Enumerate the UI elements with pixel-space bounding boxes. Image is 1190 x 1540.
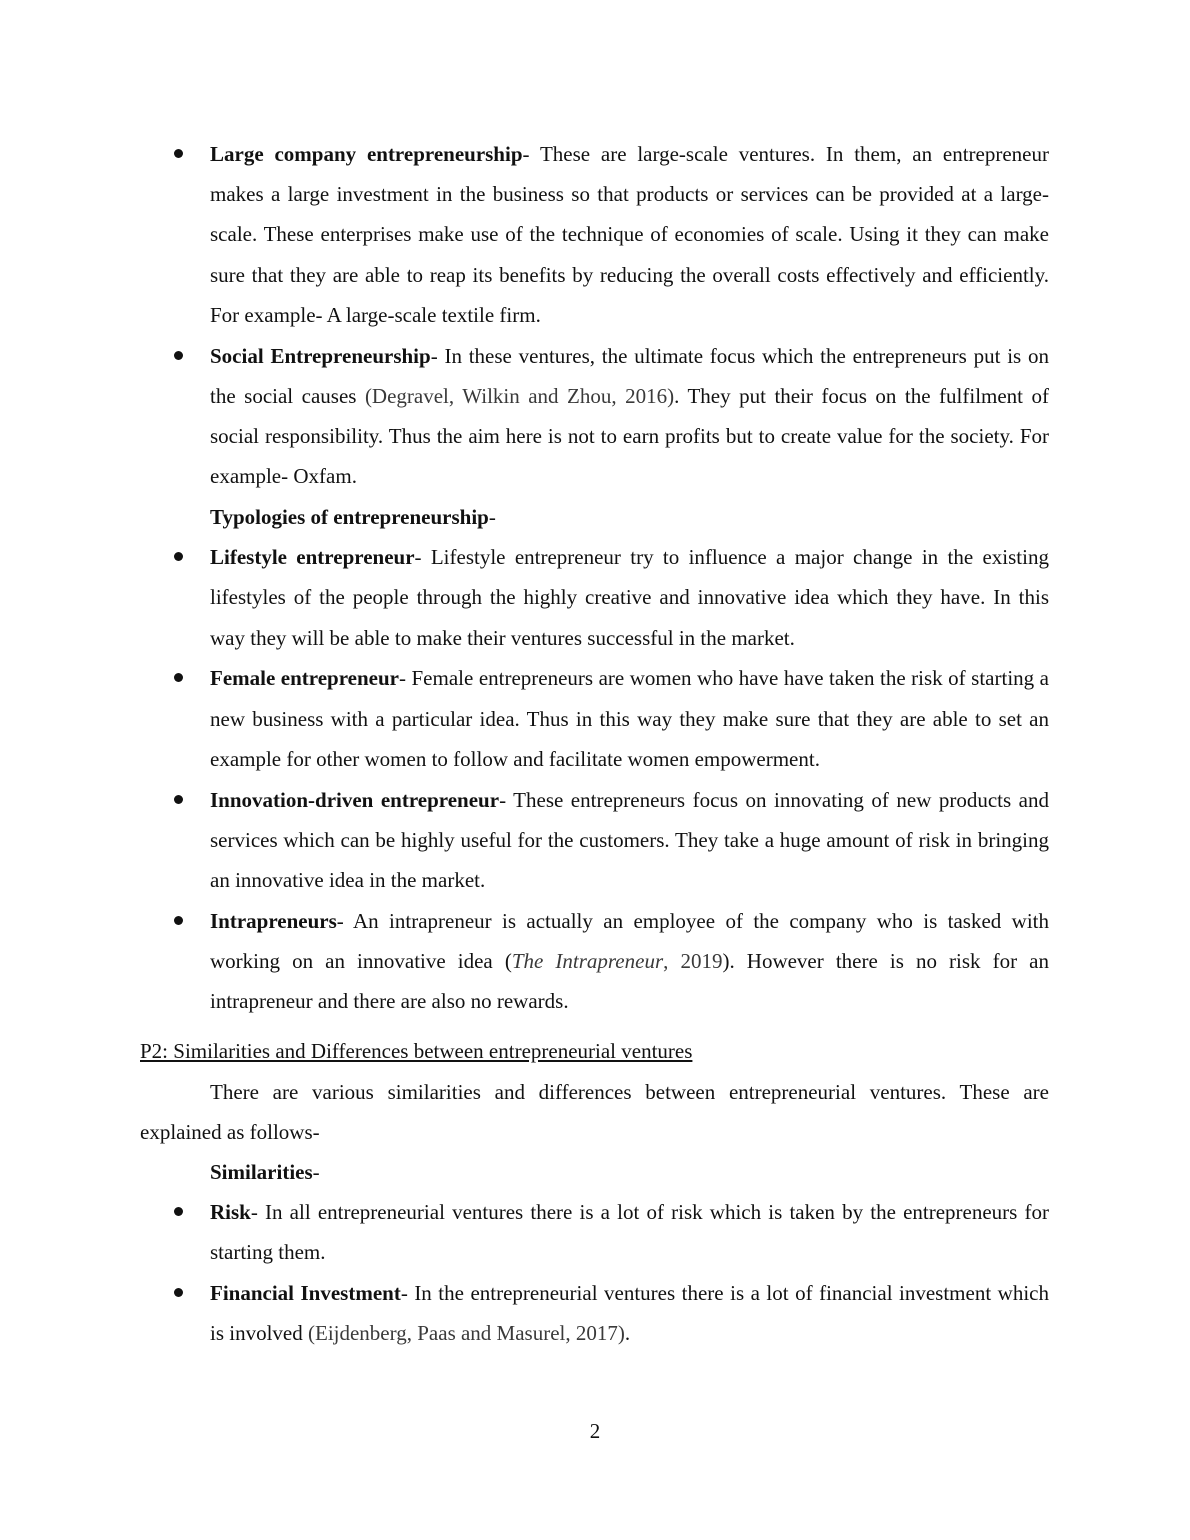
- similarities-heading-label: Similarities: [210, 1160, 313, 1185]
- description-innovation-driven: - These entrepreneurs focus on innovating of new products and services which can be highly useful for the customers. They take a huge amount of risk in bringing an innovative idea in the market.: [210, 787, 1049, 893]
- page-number: 2: [589, 1419, 601, 1443]
- term-financial-investment: Financial Investment: [210, 1281, 401, 1306]
- description-lifestyle: - Lifestyle entrepreneur try to influence a major change in the existing lifestyles of the people through the highly creative and innovative idea which they have. In this way they will be able to make their ventures successful in the market.: [210, 545, 1049, 650]
- similarities-heading: [140, 1152, 1049, 1192]
- venture-types-list: [140, 134, 1049, 496]
- similarities-list: [140, 1192, 1049, 1353]
- list-item-financial-investment: [140, 1273, 1049, 1353]
- list-item-large-company: [140, 134, 1049, 335]
- citation-degravel: (Degravel, Wilkin and Zhou, 2016): [364, 383, 675, 408]
- term-female: Female entrepreneur: [210, 666, 399, 691]
- term-lifestyle: Lifestyle entrepreneur: [210, 545, 415, 570]
- term-risk: Risk: [210, 1200, 251, 1225]
- description-social-part1: - In these ventures, the ultimate focus which the entrepreneurs put is on the social causes: [210, 343, 1049, 408]
- page-content: [140, 134, 1049, 1354]
- typologies-heading: [140, 497, 1049, 537]
- section-heading-p2: P2: Similarities and Differences between entrepreneurial ventures: [140, 1039, 693, 1064]
- description-intrapreneurs-part1: - An intrapreneur is actually an employee of the company who is tasked with working on an innovative idea (: [210, 908, 1049, 974]
- term-large-company: Large company entrepreneurship: [210, 142, 523, 166]
- typologies-heading-suffix: -: [488, 505, 496, 530]
- intro-paragraph: There are various similarities and differences between entrepreneurial ventures. These are explained as follows-: [140, 1079, 1049, 1144]
- citation-eijdenberg: (Eijdenberg, Paas and Masurel, 2017): [308, 1321, 625, 1346]
- similarities-heading-suffix: -: [312, 1160, 320, 1185]
- typologies-heading-label: Typologies of entrepreneurship: [210, 505, 489, 530]
- description-risk: - In all entrepreneurial ventures there is a lot of risk which is taken by the entrepreneurs for starting them.: [210, 1200, 1049, 1265]
- term-social-entrepreneurship: Social Entrepreneurship: [210, 343, 431, 368]
- typologies-list: [140, 537, 1049, 1021]
- list-item-female: [140, 658, 1049, 779]
- description-financial-part2: .: [624, 1321, 631, 1346]
- citation-intrapreneur-year: , 2019: [663, 949, 723, 974]
- description-female: - Female entrepreneurs are women who have have taken the risk of starting a new business with a particular idea. Thus in this way they make sure that they are able to set an example for other women to follow and facilitate women empowerment.: [210, 666, 1049, 771]
- description-intrapreneurs-part2: ). However there is no risk for an intrapreneur and there are also no rewards.: [210, 949, 1049, 1014]
- list-item-innovation-driven: [140, 780, 1049, 901]
- description-social-part2: . They put their focus on the fulfilment of social responsibility. Thus the aim here is not to earn profits but to create value for the society. For example- Oxfam.: [210, 383, 1050, 489]
- citation-intrapreneur-title: The Intrapreneur: [511, 949, 664, 974]
- list-item-lifestyle: [140, 537, 1049, 658]
- description-large-company: - These are large-scale ventures. In them, an entrepreneur makes a large investment in the business so that products or services can be provided at a large-scale. These enterprises make use of the technique of economies of scale. Using it they can make sure that they are able to reap its benefits by reducing the overall costs effectively and efficiently. For example- A large-scale textile firm.: [210, 142, 1049, 327]
- description-financial-part1: - In the entrepreneurial ventures there is a lot of financial investment which is involved: [210, 1281, 1049, 1346]
- list-item-social-entrepreneurship: [140, 336, 1049, 497]
- list-item-risk: [140, 1192, 1049, 1272]
- term-innovation-driven: Innovation-driven entrepreneur: [210, 787, 500, 812]
- list-item-intrapreneurs: [140, 901, 1049, 1022]
- term-intrapreneurs: Intrapreneurs: [210, 908, 337, 933]
